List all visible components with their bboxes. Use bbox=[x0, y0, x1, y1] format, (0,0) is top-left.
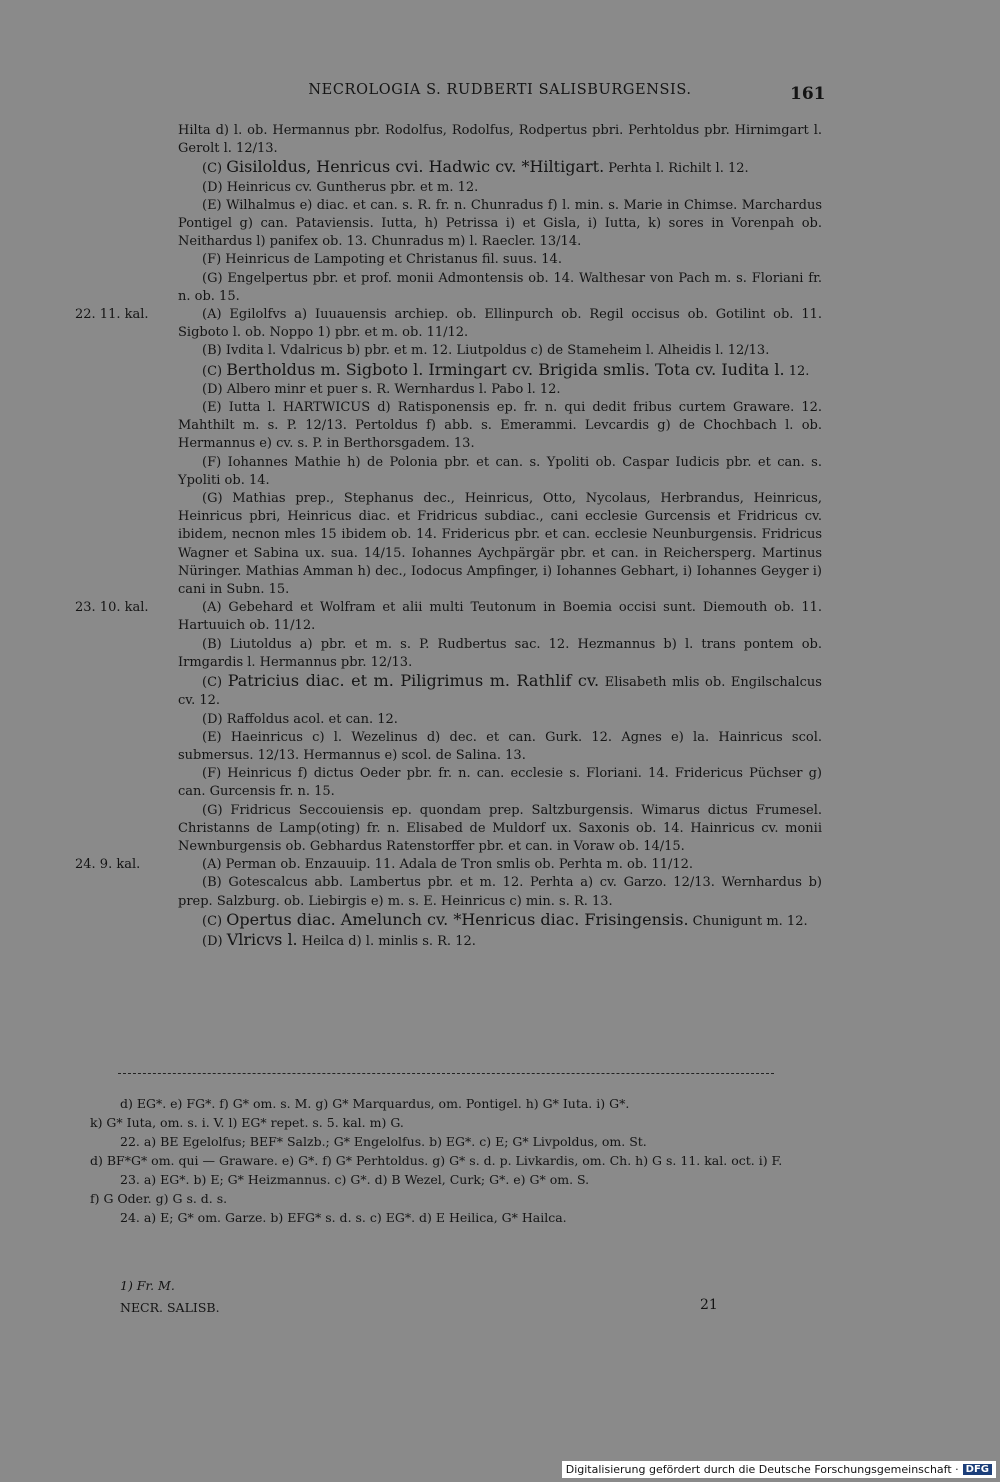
entry-line: (E) Iutta l. HARTWICUS d) Ratisponensis ep. fr. n. qui dedit fribus curtem Graware. 12. Mahthilt m. s. P. 12/13. Pertoldus f) abb. s. Emerammi. Levcardis g) de Chochbach l. ob. Hermannus e) cv. s. P. in Berthorsgadem. 13. bbox=[178, 400, 822, 452]
entry-line: (C) Patricius diac. et m. Piligrimus m. Rathlif cv. Elisabeth mlis ob. Engilschalcus cv. 12. bbox=[178, 671, 822, 709]
day-label: 23. 10. kal. bbox=[75, 600, 149, 616]
footnote-line: f) G Oder. g) G s. d. s. bbox=[90, 1191, 228, 1206]
entry-line: (E) Haeinricus c) l. Wezelinus d) dec. et can. Gurk. 12. Agnes e) la. Hainricus scol. submersus. 12/13. Hermannus e) scol. de Salina. 13. bbox=[178, 729, 822, 763]
entry-line: (A) Perman ob. Enzauuip. 11. Adala de Tron smlis ob. Perhta m. ob. 11/12. bbox=[202, 857, 694, 873]
footnote-line: 24. a) E; G* om. Garze. b) EFG* s. d. s. c) EG*. d) E Heilica, G* Hailca. bbox=[120, 1210, 567, 1225]
entry-line: (D) Heinricus cv. Guntherus pbr. et m. 12. bbox=[202, 179, 479, 195]
entry-line: (D) Albero minr et puer s. R. Wernhardus l. Pabo l. 12. bbox=[202, 381, 561, 397]
footnote-rule bbox=[118, 1073, 774, 1075]
day-label: 22. 11. kal. bbox=[75, 307, 149, 323]
necrology-text bbox=[75, 122, 822, 951]
entry-line: (C) Gisiloldus, Henricus cvi. Hadwic cv. *Hiltigart. Perhta l. Richilt l. 12. bbox=[202, 157, 749, 177]
credit-text: Digitalisierung gefördert durch die Deutsche Forschungsgemeinschaft · bbox=[565, 1463, 959, 1476]
entry-line: (B) Liutoldus a) pbr. et m. s. P. Rudbertus sac. 12. Hezmannus b) l. trans pontem ob. Irmgardis l. Hermannus pbr. 12/13. bbox=[178, 636, 822, 670]
digitization-credit bbox=[562, 1461, 996, 1478]
entry-line: (C) Bertholdus m. Sigboto l. Irmingart cv. Brigida smlis. Tota cv. Iudita l. 12. bbox=[202, 359, 810, 379]
footnotes bbox=[90, 1094, 822, 1227]
running-header: NECROLOGIA S. RUDBERTI SALISBURGENSIS. bbox=[308, 82, 692, 98]
page-number: 161 bbox=[790, 84, 826, 104]
entry-line: (G) Mathias prep., Stephanus dec., Heinricus, Otto, Nycolaus, Herbrandus, Heinricus, Heinricus pbri, Heinricus diac. et Fridricus subdiac., cani ecclesie Gurcensis et Fridricus cv. ibidem, necnon mles 15 ibidem ob. 14. Fridericus pbr. et can. ecclesie Neunburgensis. Fridricus Wagner et Sabina ux. sua. 14/15. Iohannes Aychpärgär pbr. et can. in Reichersperg. Martinus Nüringer. Mathias Amman h) dec., Iodocus Ampfinger, i) Iohannes Gebhart, i) Iohannes Geyger i) cani in Subn. 15. bbox=[178, 491, 822, 598]
entry-line: (F) Heinricus f) dictus Oeder pbr. fr. n. can. ecclesie s. Floriani. 14. Fridericus Püchser g) can. Gurcensis fr. n. 15. bbox=[178, 766, 822, 800]
entry-line: (F) Heinricus de Lampoting et Christanus fil. suus. 14. bbox=[202, 252, 562, 268]
dfg-logo: DFG bbox=[963, 1464, 992, 1475]
footnote-line: 22. a) BE Egelolfus; BEF* Salzb.; G* Engelolfus. b) EG*. c) E; G* Livpoldus, om. St. bbox=[120, 1134, 647, 1149]
footnote-line: k) G* Iuta, om. s. i. V. l) EG* repet. s. 5. kal. m) G. bbox=[90, 1115, 404, 1130]
entry-line: (F) Iohannes Mathie h) de Polonia pbr. et can. s. Ypoliti ob. Caspar Iudicis pbr. et can. s. Ypoliti ob. 14. bbox=[178, 454, 822, 488]
entry-line: (G) Fridricus Seccouiensis ep. quondam prep. Saltzburgensis. Wimarus dictus Frumesel. Christanns de Lamp(oting) fr. n. Elisabed de Muldorf ux. Saxonis ob. 14. Hainricus cv. monii Newnburgensis ob. Gebhardus Ratenstorffer pbr. et can. in Voraw ob. 14/15. bbox=[178, 802, 822, 854]
footnote-line: d) EG*. e) FG*. f) G* om. s. M. g) G* Marquardus, om. Pontigel. h) G* Iuta. i) G*. bbox=[120, 1096, 630, 1111]
footnote-line: d) BF*G* om. qui — Graware. e) G*. f) G* Perhtoldus. g) G* s. d. p. Livkardis, om. Ch. h) G s. 11. kal. oct. i) F. bbox=[90, 1153, 783, 1168]
entry-line: (D) Raffoldus acol. et can. 12. bbox=[202, 711, 398, 727]
day-block-23 bbox=[75, 599, 822, 635]
entry-line: (A) Egilolfvs a) Iuuauensis archiep. ob. Ellinpurch ob. Regil occisus ob. Gotilint ob. 11. Sigboto l. ob. Noppo 1) pbr. et m. ob. 11/12. bbox=[178, 307, 822, 341]
entry-line: (G) Engelpertus pbr. et prof. monii Admontensis ob. 14. Walthesar von Pach m. s. Floriani fr. n. ob. 15. bbox=[178, 270, 822, 304]
day-block-22 bbox=[75, 306, 822, 342]
day-block-24 bbox=[75, 856, 822, 874]
entry-line: (B) Gotescalcus abb. Lambertus pbr. et m. 12. Perhta a) cv. Garzo. 12/13. Wernhardus b) prep. Salzburg. ob. Liebirgis e) m. s. E. Heinricus c) min. s. R. 13. bbox=[178, 875, 822, 909]
signature-mark: NECR. SALISB. bbox=[120, 1300, 220, 1315]
entry-line: (A) Gebehard et Wolfram et alii multi Teutonum in Boemia occisi sunt. Diemouth ob. 11. Hartuuich ob. 11/12. bbox=[178, 600, 822, 634]
footnote-line: 23. a) EG*. b) E; G* Heizmannus. c) G*. d) B Wezel, Curk; G*. e) G* om. S. bbox=[120, 1172, 590, 1187]
entry-line: (C) Opertus diac. Amelunch cv. *Henricus diac. Frisingensis. Chunigunt m. 12. bbox=[202, 909, 808, 929]
page-footnote: 1) Fr. M. bbox=[120, 1278, 175, 1293]
day-label: 24. 9. kal. bbox=[75, 857, 141, 873]
entry-line: (D) Vlricvs l. Heilca d) l. minlis s. R. 12. bbox=[202, 929, 476, 949]
entry-line: (E) Wilhalmus e) diac. et can. s. R. fr. n. Chunradus f) l. min. s. Marie in Chimse. Marchardus Pontigel g) can. Pataviensis. Iutta, h) Petrissa i) et Gisla, i) Iutta, k) sores in Vorenpah ob. Neithardus l) panifex ob. 13. Chunradus m) l. Raecler. 13/14. bbox=[178, 197, 822, 250]
entry-line: (B) Ivdita l. Vdalricus b) pbr. et m. 12. Liutpoldus c) de Stameheim l. Alheidis l. 12/13. bbox=[202, 343, 770, 359]
entry-line: Hilta d) l. ob. Hermannus pbr. Rodolfus, Rodolfus, Rodpertus pbri. Perhtoldus pbr. Hirnimgart l. Gerolt l. 12/13. bbox=[178, 123, 822, 157]
signature-number: 21 bbox=[700, 1297, 718, 1313]
